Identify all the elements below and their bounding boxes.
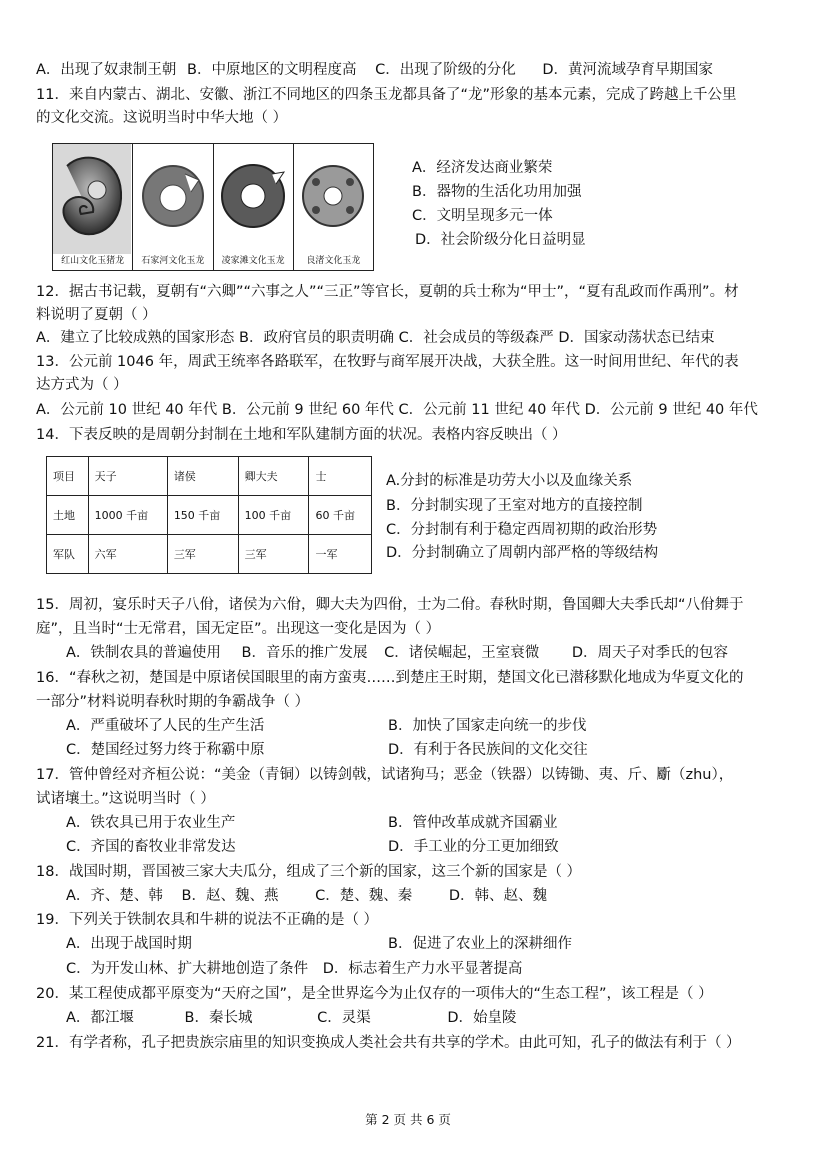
table-cell: 士 (309, 457, 372, 496)
table-cell: 三军 (238, 535, 309, 574)
q11-option-c: C．文明呈现多元一体 (412, 208, 553, 224)
q18-option-a: A．齐、楚、韩 (66, 888, 163, 904)
caption-liangzhu: 良渚文化玉龙 (306, 256, 361, 266)
q15-stem-line1: 15．周初，宴乐时天子八佾，诸侯为六佾，卿大夫为四佾，士为二佾。春秋时期，鲁国卿大夫季氏却“八佾舞于 (36, 597, 744, 613)
q18-option-b: B．赵、魏、燕 (181, 888, 279, 904)
fief-system-table (46, 456, 372, 574)
q13-options: A．公元前 10 世纪 40 年代 B．公元前 9 世纪 60 年代 C．公元前 11 世纪 40 年代 D．公元前 9 世纪 40 年代 (36, 402, 758, 418)
q17-stem-line2: 试诸壤土。”这说明当时（ ） (36, 791, 215, 807)
table-row (47, 496, 372, 535)
q18-option-d: D．韩、赵、魏 (448, 888, 547, 904)
q19-options-row1 (66, 934, 816, 954)
table-cell: 100 千亩 (238, 496, 309, 535)
table-cell: 一军 (309, 535, 372, 574)
q14-option-c: C．分封制有利于稳定西周初期的政治形势 (386, 522, 658, 538)
q13-stem-line1: 13．公元前 1046 年，周武王统率各路联军，在牧野与商军展开决战，大获全胜。这一时间用世纪、年代的表 (36, 354, 739, 370)
q16-option-a: A．严重破坏了人民的生产生活 (66, 718, 265, 734)
q20-option-b: B．秦长城 (184, 1010, 253, 1026)
q14-option-b: B．分封制实现了王室对地方的直接控制 (386, 498, 643, 514)
table-row (47, 535, 372, 574)
q17-stem-line1: 17．管仲曾经对齐桓公说：“美金（青铜）以铸剑戟，试诸狗马；恶金（铁器）以铸锄、夷、斤、斸（zhu）， (36, 767, 734, 783)
q16-option-c: C．楚国经过努力终于称霸中原 (66, 742, 265, 758)
q20-option-d: D．始皇陵 (447, 1010, 517, 1026)
lingjiatan-dragon-figure (214, 144, 292, 254)
page-footer: 第 2 页 共 6 页 (365, 1112, 451, 1127)
q14-option-d: D．分封制确立了周朝内部严格的等级结构 (386, 545, 659, 561)
q15-option-d: D．周天子对季氏的包容 (571, 645, 728, 661)
table-row (47, 457, 372, 496)
table-cell: 项目 (47, 457, 89, 496)
q16-option-b: B．加快了国家走向统一的步伐 (388, 718, 587, 734)
q14-option-a: A.分封的标准是功劳大小以及血缘关系 (386, 473, 633, 489)
q15-options (66, 643, 816, 663)
liangzhu-dragon-image (294, 144, 373, 270)
q17-option-b: B．管仲改革成就齐国霸业 (388, 815, 558, 831)
q17-options-row1 (66, 813, 816, 833)
table-cell: 三军 (167, 535, 238, 574)
q18-stem: 18．战国时期，晋国被三家大夫瓜分，组成了三个新的国家，这三个新的国家是（ ） (36, 864, 582, 880)
jade-dragon-images (52, 143, 374, 271)
q19-stem: 19．下列关于铁制农具和牛耕的说法不正确的是（ ） (36, 912, 379, 928)
caption-hongshan: 红山文化玉猪龙 (61, 256, 125, 266)
q15-option-a: A．铁制农具的普遍使用 (66, 645, 221, 661)
q14-stem: 14．下表反映的是周朝分封制在土地和军队建制方面的状况。表格内容反映出（ ） (36, 427, 567, 443)
q20-option-c: C．灵渠 (317, 1010, 371, 1026)
shijiahe-dragon-figure (133, 144, 211, 254)
q13-stem-line2: 达方式为（ ） (36, 377, 128, 393)
q12-stem-line1: 12．据古书记载，夏朝有“六卿”“六事之人”“三正”等官长，夏朝的兵士称为“甲士”，“夏有乱政而作禹刑”。材 (36, 284, 739, 300)
q10-option-a: A．出现了奴隶制王朝 (36, 62, 177, 78)
q18-option-c: C．楚、魏、秦 (315, 888, 413, 904)
jade-pig-dragon-image (53, 144, 133, 270)
q10-option-c: C．出现了阶级的分化 (375, 62, 516, 78)
table-cell: 卿大夫 (238, 457, 309, 496)
q10-option-b: B．中原地区的文明程度高 (187, 62, 357, 78)
q12-options: A．建立了比较成熟的国家形态 B．政府官员的职责明确 C．社会成员的等级森严 D．国家动荡状态已结束 (36, 330, 715, 346)
q12-stem-line2: 料说明了夏朝（ ） (36, 307, 157, 323)
q11-stem-line2: 的文化交流。这说明当时中华大地（ ） (36, 110, 288, 126)
q11-option-a: A．经济发达商业繁荣 (412, 160, 553, 176)
q21-stem: 21．有学者称，孔子把贵族宗庙里的知识变换成人类社会共有共享的学术。由此可知，孔子的做法有利于（ ） (36, 1035, 741, 1051)
caption-shijiahe: 石家河文化玉龙 (141, 256, 205, 266)
q20-options (66, 1008, 816, 1028)
q20-option-a: A．都江堰 (66, 1010, 134, 1026)
q16-option-d: D．有利于各民族间的文化交往 (388, 742, 588, 758)
table-cell: 1000 千亩 (88, 496, 167, 535)
q15-option-b: B．音乐的推广发展 (241, 645, 368, 661)
q16-options-row1 (66, 716, 816, 736)
q11-option-d: D．社会阶级分化日益明显 (415, 232, 586, 248)
table-cell: 60 千亩 (309, 496, 372, 535)
liangzhu-dragon-figure (294, 144, 372, 254)
q19-option-a: A．出现于战国时期 (66, 936, 192, 952)
q18-options (66, 886, 816, 906)
table-cell: 六军 (88, 535, 167, 574)
jade-pig-dragon-figure (53, 144, 131, 254)
shijiahe-dragon-image (133, 144, 213, 270)
table-cell: 土地 (47, 496, 89, 535)
table-cell: 150 千亩 (167, 496, 238, 535)
q11-option-b: B．器物的生活化功用加强 (412, 184, 582, 200)
q15-stem-line2: 庭”，且当时“士无常君，国无定臣”。出现这一变化是因为（ ） (36, 621, 441, 637)
q19-option-b: B．促进了农业上的深耕细作 (388, 936, 572, 952)
q16-stem-line2: 一部分”材料说明春秋时期的争霸战争（ ） (36, 694, 310, 710)
q10-options (36, 60, 786, 80)
table-cell: 天子 (88, 457, 167, 496)
q16-options-row2 (66, 740, 816, 760)
table-cell: 诸侯 (167, 457, 238, 496)
lingjiatan-dragon-image (214, 144, 294, 270)
q10-option-d: D．黄河流域孕育早期国家 (542, 62, 713, 78)
q19-options-row2 (66, 959, 816, 979)
q15-option-c: C．诸侯崛起，王室衰微 (384, 645, 540, 661)
caption-lingjiatan: 凌家滩文化玉龙 (221, 256, 285, 266)
table-cell: 军队 (47, 535, 89, 574)
q17-option-d: D．手工业的分工更加细致 (388, 839, 559, 855)
q19-option-c: C．为开发山林、扩大耕地创造了条件 (66, 961, 309, 977)
q11-stem-line1: 11．来自内蒙古、湖北、安徽、浙江不同地区的四条玉龙都具备了“龙”形象的基本元素，完成了跨越上千公里 (36, 87, 737, 103)
q17-option-a: A．铁农具已用于农业生产 (66, 815, 236, 831)
q17-options-row2 (66, 837, 816, 857)
q17-option-c: C．齐国的畜牧业非常发达 (66, 839, 236, 855)
q16-stem-line1: 16．“春秋之初，楚国是中原诸侯国眼里的南方蛮夷……到楚庄王时期，楚国文化已潜移默化地成为华夏文化的 (36, 670, 744, 686)
q19-option-d: D．标志着生产力水平显著提高 (322, 961, 523, 977)
q20-stem: 20．某工程使成都平原变为“天府之国”，是全世界迄今为止仅存的一项伟大的“生态工程”，该工程是（ ） (36, 986, 713, 1002)
